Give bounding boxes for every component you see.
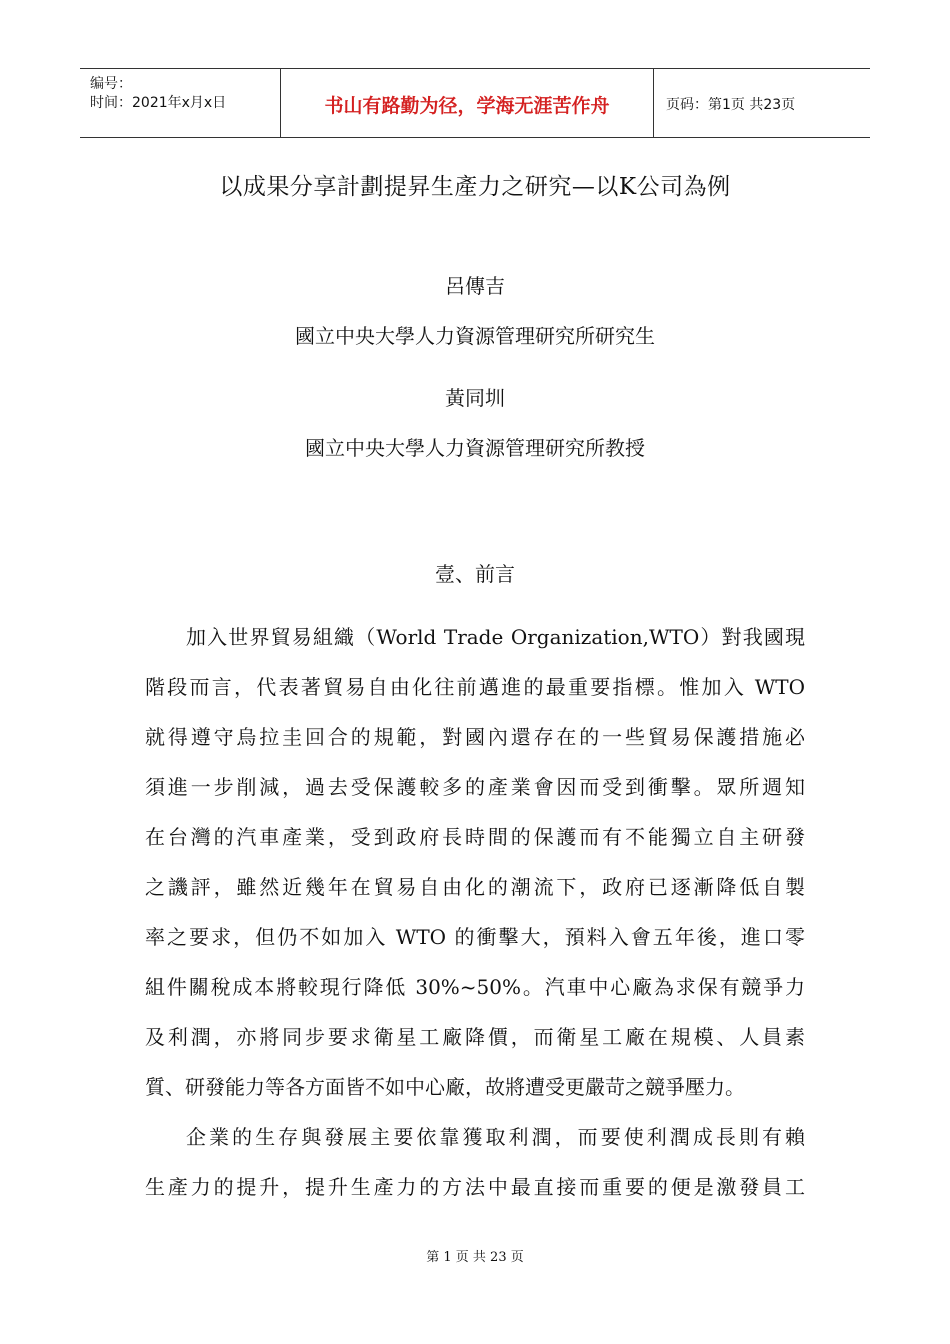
author-name: 呂傳吉 bbox=[445, 274, 505, 298]
paragraph-line: 之譏評，雖然近幾年在貿易自由化的潮流下，政府已逐漸降低自製 bbox=[145, 875, 805, 899]
header-motto-cell bbox=[281, 69, 654, 137]
page-footer: 第 1 页 共 23 页 bbox=[426, 1250, 524, 1265]
paragraph-line: 就得遵守烏拉圭回合的規範，對國內還存在的一些貿易保護措施必 bbox=[145, 725, 805, 749]
paragraph-line: 在台灣的汽車產業，受到政府長時間的保護而有不能獨立自主研發 bbox=[145, 825, 805, 849]
header-meta-cell bbox=[80, 69, 281, 137]
section-heading: 壹、前言 bbox=[435, 562, 515, 586]
document-number-label: 编号： bbox=[90, 76, 132, 92]
header-motto: 书山有路勤为径，学海无涯苦作舟 bbox=[324, 95, 610, 117]
document-title: 以成果分享計劃提昇生產力之研究—以K公司為例 bbox=[219, 174, 731, 200]
paragraph-line: 企業的生存與發展主要依靠獲取利潤，而要使利潤成長則有賴 bbox=[186, 1125, 805, 1149]
paragraph-line: 生產力的提升，提升生產力的方法中最直接而重要的便是激發員工 bbox=[145, 1175, 805, 1199]
paragraph-line: 率之要求，但仍不如加入 WTO 的衝擊大，預料入會五年後，進口零 bbox=[145, 925, 805, 949]
header-page-code: 页码：第1页 共23页 bbox=[666, 97, 796, 113]
document-header bbox=[80, 68, 870, 138]
document-date: 时间：2021年x月x日 bbox=[90, 95, 227, 111]
author-affiliation: 國立中央大學人力資源管理研究所研究生 bbox=[295, 324, 655, 348]
paragraph-line: 組件關稅成本將較現行降低 30%~50%。汽車中心廠為求保有競爭力 bbox=[145, 975, 805, 999]
author-affiliation: 國立中央大學人力資源管理研究所教授 bbox=[305, 436, 645, 460]
paragraph-line: 須進一步削減，過去受保護較多的產業會因而受到衝擊。眾所週知 bbox=[145, 775, 805, 799]
paragraph-line: 加入世界貿易組織（World Trade Organization,WTO）對我國現 bbox=[186, 625, 805, 649]
paragraph-line: 及利潤，亦將同步要求衛星工廠降價，而衛星工廠在規模、人員素 bbox=[145, 1025, 805, 1049]
header-page-cell bbox=[654, 69, 870, 137]
author-name: 黃同圳 bbox=[445, 386, 505, 410]
paragraph-line: 質、研發能力等各方面皆不如中心廠，故將遭受更嚴苛之競爭壓力。 bbox=[145, 1075, 745, 1099]
paragraph-line: 階段而言，代表著貿易自由化往前邁進的最重要指標。惟加入 WTO bbox=[145, 675, 805, 699]
